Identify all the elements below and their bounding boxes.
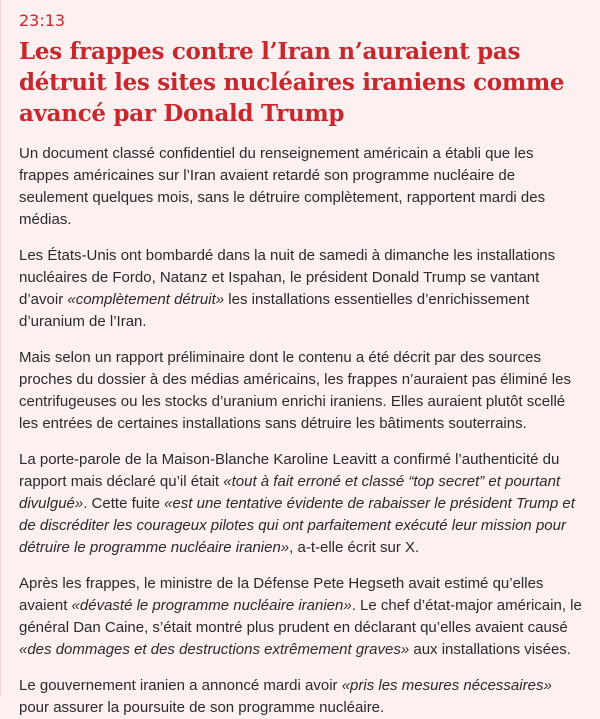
entry-timestamp: 23:13 [19, 11, 66, 30]
article-paragraph [19, 573, 584, 661]
quote-text: «dévasté le programme nucléaire iranien» [71, 597, 352, 614]
paragraph-text: . Le chef d’état-major américain, le général Dan Caine, s’était montré plus prudent en déclarant qu’elles avaient causé [19, 597, 582, 636]
quote-text: «des dommages et des destructions extrêmement graves» [19, 641, 410, 658]
quote-text: «complètement détruit» [67, 291, 225, 308]
paragraph-text: Un document classé confidentiel du renseignement américain a établi que les frappes américaines sur l’Iran avaient retardé son programme nucléaire de seulement quelques mois, sans le détruire complètement, rapportent mardi des médias. [19, 145, 546, 228]
paragraph-text: La porte-parole de la Maison-Blanche Karoline Leavitt a confirmé l’authenticité du rapport mais déclaré qu’il était [19, 451, 560, 490]
article-paragraph [19, 347, 584, 435]
entry-headline: Les frappes contre l’Iran n’auraient pas détruit les sites nucléaires iraniens comme avancé par Donald Trump [19, 38, 565, 127]
paragraph-text: pour assurer la poursuite de son programme nucléaire. [19, 699, 385, 716]
article-paragraph [19, 245, 584, 333]
article-paragraph [19, 675, 584, 719]
paragraph-text: Le gouvernement iranien a annoncé mardi avoir [19, 677, 342, 694]
paragraph-text: Les États-Unis ont bombardé dans la nuit de samedi à dimanche les installations nucléaires de Fordo, Natanz et Ispahan, le président Donald Trump se vantant d’avoir [19, 247, 556, 308]
paragraph-text: Après les frappes, le ministre de la Défense Pete Hegseth avait estimé qu’elles avaient [19, 575, 544, 614]
paragraph-text: Mais selon un rapport préliminaire dont le contenu a été décrit par des sources proches du dossier à des médias américains, les frappes n’auraient pas éliminé les centrifugeuses ou les stocks d’uranium enrichi iraniens. Elles auraient plutôt scellé les entrées de certaines installations sans détruire les bâtiments souterrains. [19, 349, 571, 432]
article-paragraph [19, 449, 584, 559]
paragraph-text: , a-t-elle écrit sur X. [289, 539, 420, 556]
quote-text: «tout à fait erroné et classé “top secret” et pourtant divulgué» [19, 473, 561, 512]
article-paragraph [19, 143, 584, 231]
paragraph-text: les installations essentielles d’enrichissement d’uranium de l’Iran. [19, 291, 530, 330]
paragraph-text: . Cette fuite [83, 495, 165, 512]
paragraph-text: aux installations visées. [409, 641, 571, 658]
quote-text: «pris les mesures nécessaires» [341, 677, 552, 694]
quote-text: «est une tentative évidente de rabaisser le président Trump et de discréditer les courageux pilotes qui ont parfaitement exécuté leur mission pour détruire le programme nucléaire iranien» [19, 495, 575, 556]
article-body [19, 143, 584, 719]
